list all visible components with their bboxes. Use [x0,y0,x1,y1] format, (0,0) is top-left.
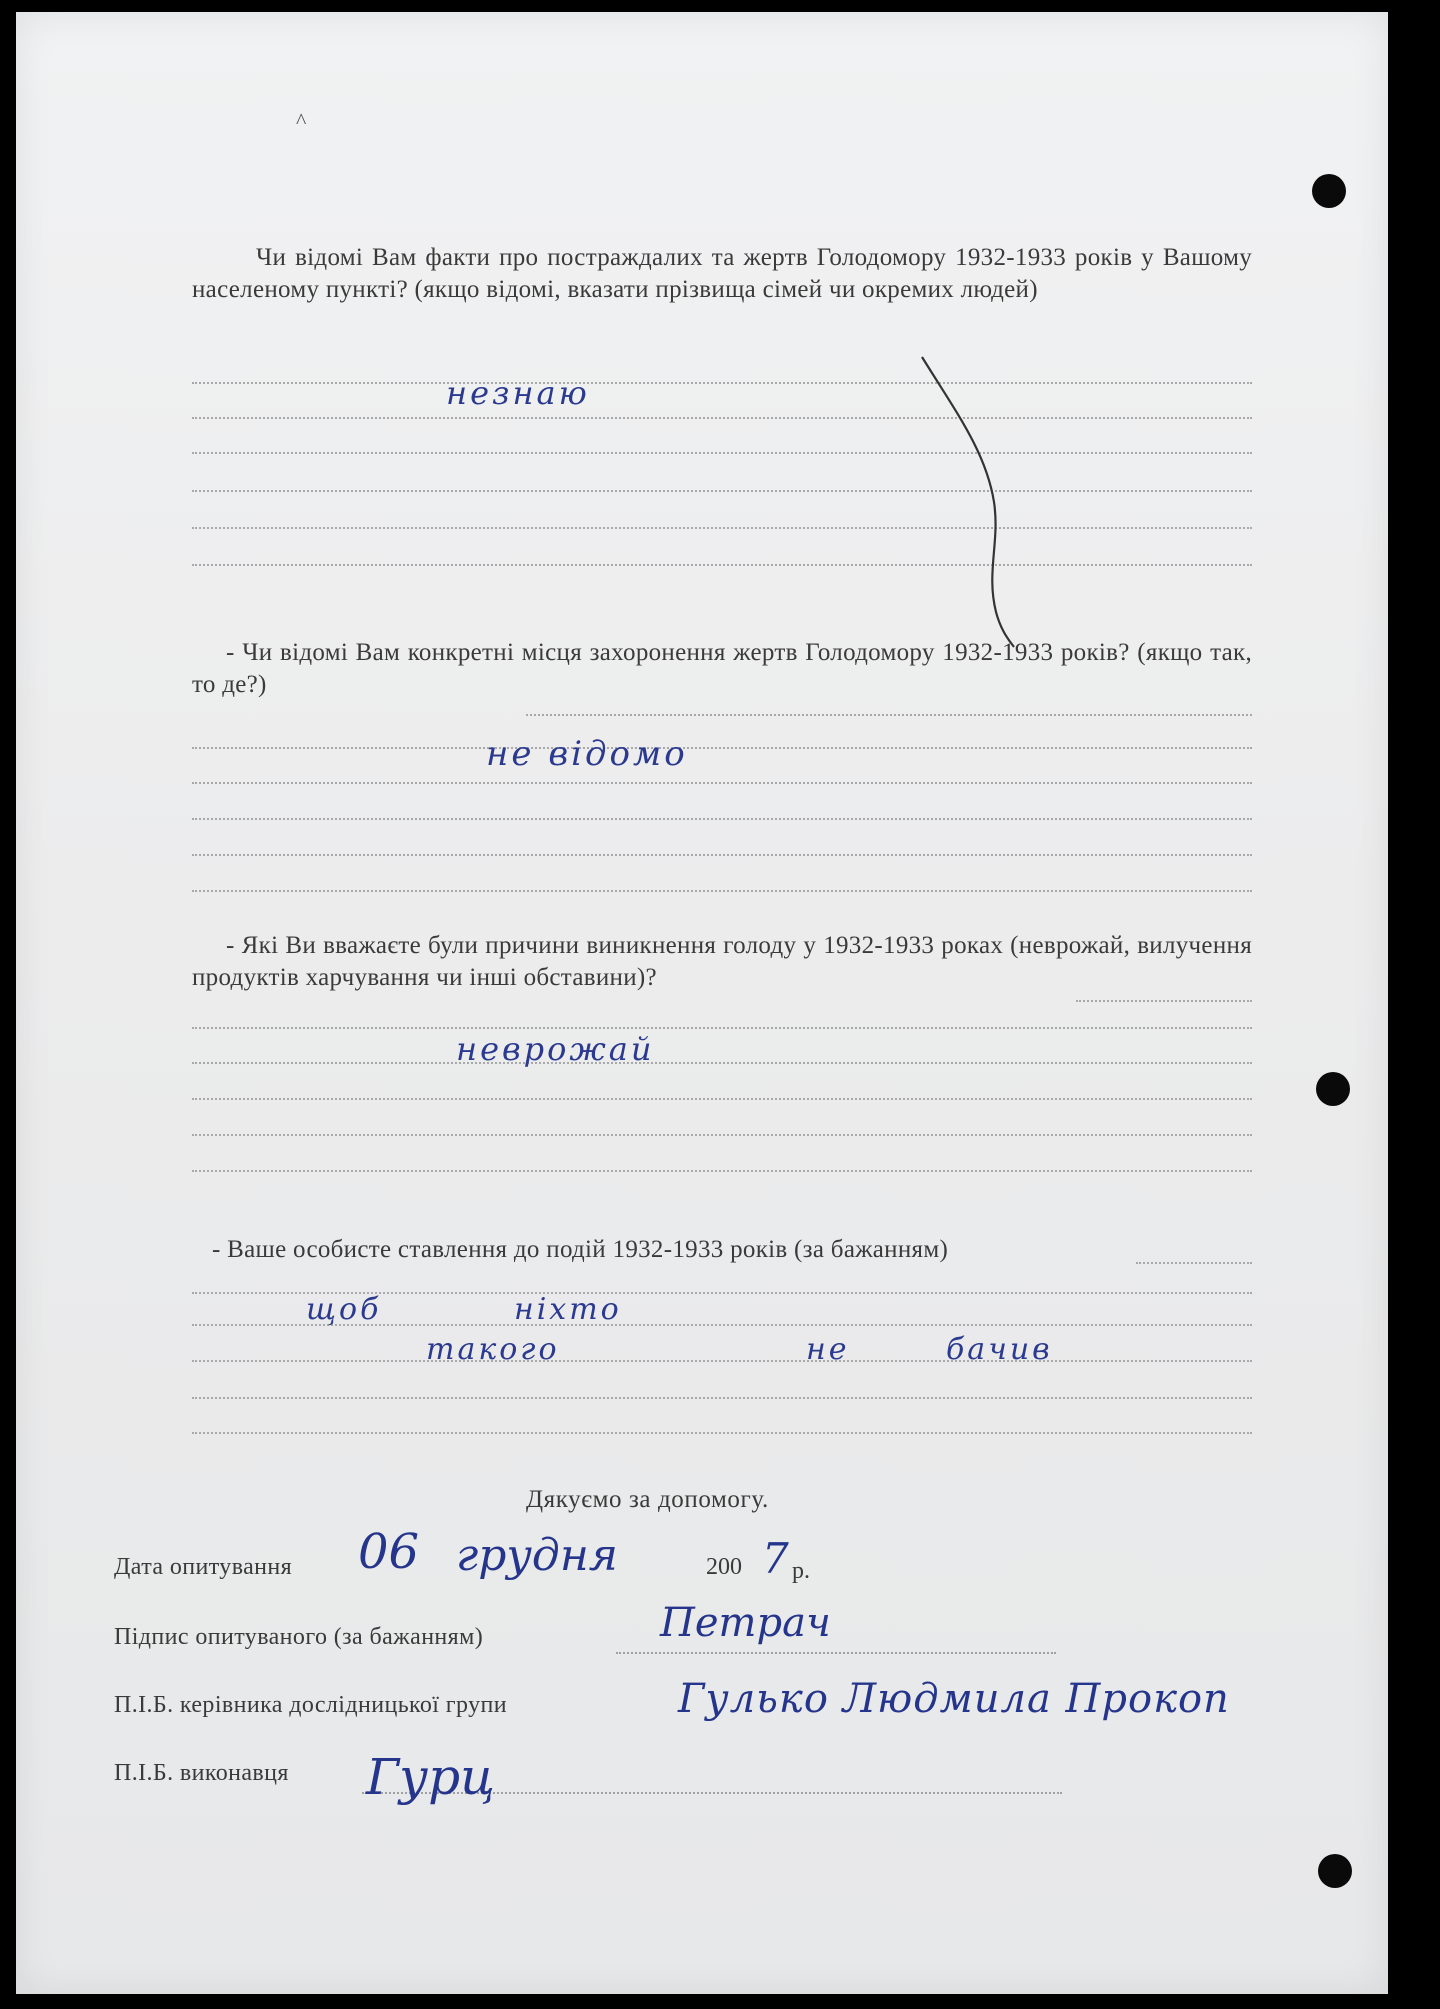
date-month: грудня [456,1530,618,1581]
executor-label: П.І.Б. виконавця [114,1760,289,1786]
question-3-text: - Які Ви вважаєте були причини виникнення голоду у 1932-1933 роках (неврожай, вилучення продуктів харчування чи інші обставини)? [192,932,1252,991]
date-year-prefix: 200 [706,1554,742,1580]
leader-label: П.І.Б. керівника дослідницької групи [114,1692,507,1718]
respondent-label: Підпис опитуваного (за бажанням) [114,1624,484,1650]
answer-3: неврожай [456,1030,655,1068]
date-suffix: р. [792,1558,810,1584]
date-year-digit: 7 [762,1534,789,1583]
corner-mark: ^ [296,108,307,133]
punch-hole-middle [1316,1072,1350,1106]
punch-hole-bottom [1318,1854,1352,1888]
stray-pen-line [916,352,1036,652]
document-page [16,12,1388,1994]
answer-4-line-1: щоб ніхто [306,1292,622,1327]
question-1-text: Чи відомі Вам факти про постраждалих та жертв Голодомору 1932-1933 років у Вашому населеному пункті? (якщо відомі, вказати прізвища сімей чи окремих людей) [192,244,1252,303]
answer-4-word-1: такого [426,1332,560,1367]
date-label: Дата опитування [114,1554,293,1580]
answer-2: не відомо [486,734,688,774]
thanks-text: Дякуємо за допомогу. [526,1486,769,1513]
question-4-text: - Ваше особисте ставлення до подій 1932-1933 років (за бажанням) [212,1236,949,1263]
executor-signature: Гурц [366,1748,496,1806]
question-2-text: - Чи відомі Вам конкретні місця захоронення жертв Голодомору 1932-1933 років? (якщо так, то де?) [192,639,1252,698]
answer-4-word-2: не [806,1332,850,1367]
punch-hole-top [1312,174,1346,208]
respondent-signature: Петрач [660,1600,831,1646]
answer-1: незнаю [446,374,590,412]
leader-name: Гулько Людмила Прокоп [678,1676,1230,1722]
answer-4-word-3: бачив [946,1332,1053,1367]
date-day: 06 [358,1524,420,1580]
